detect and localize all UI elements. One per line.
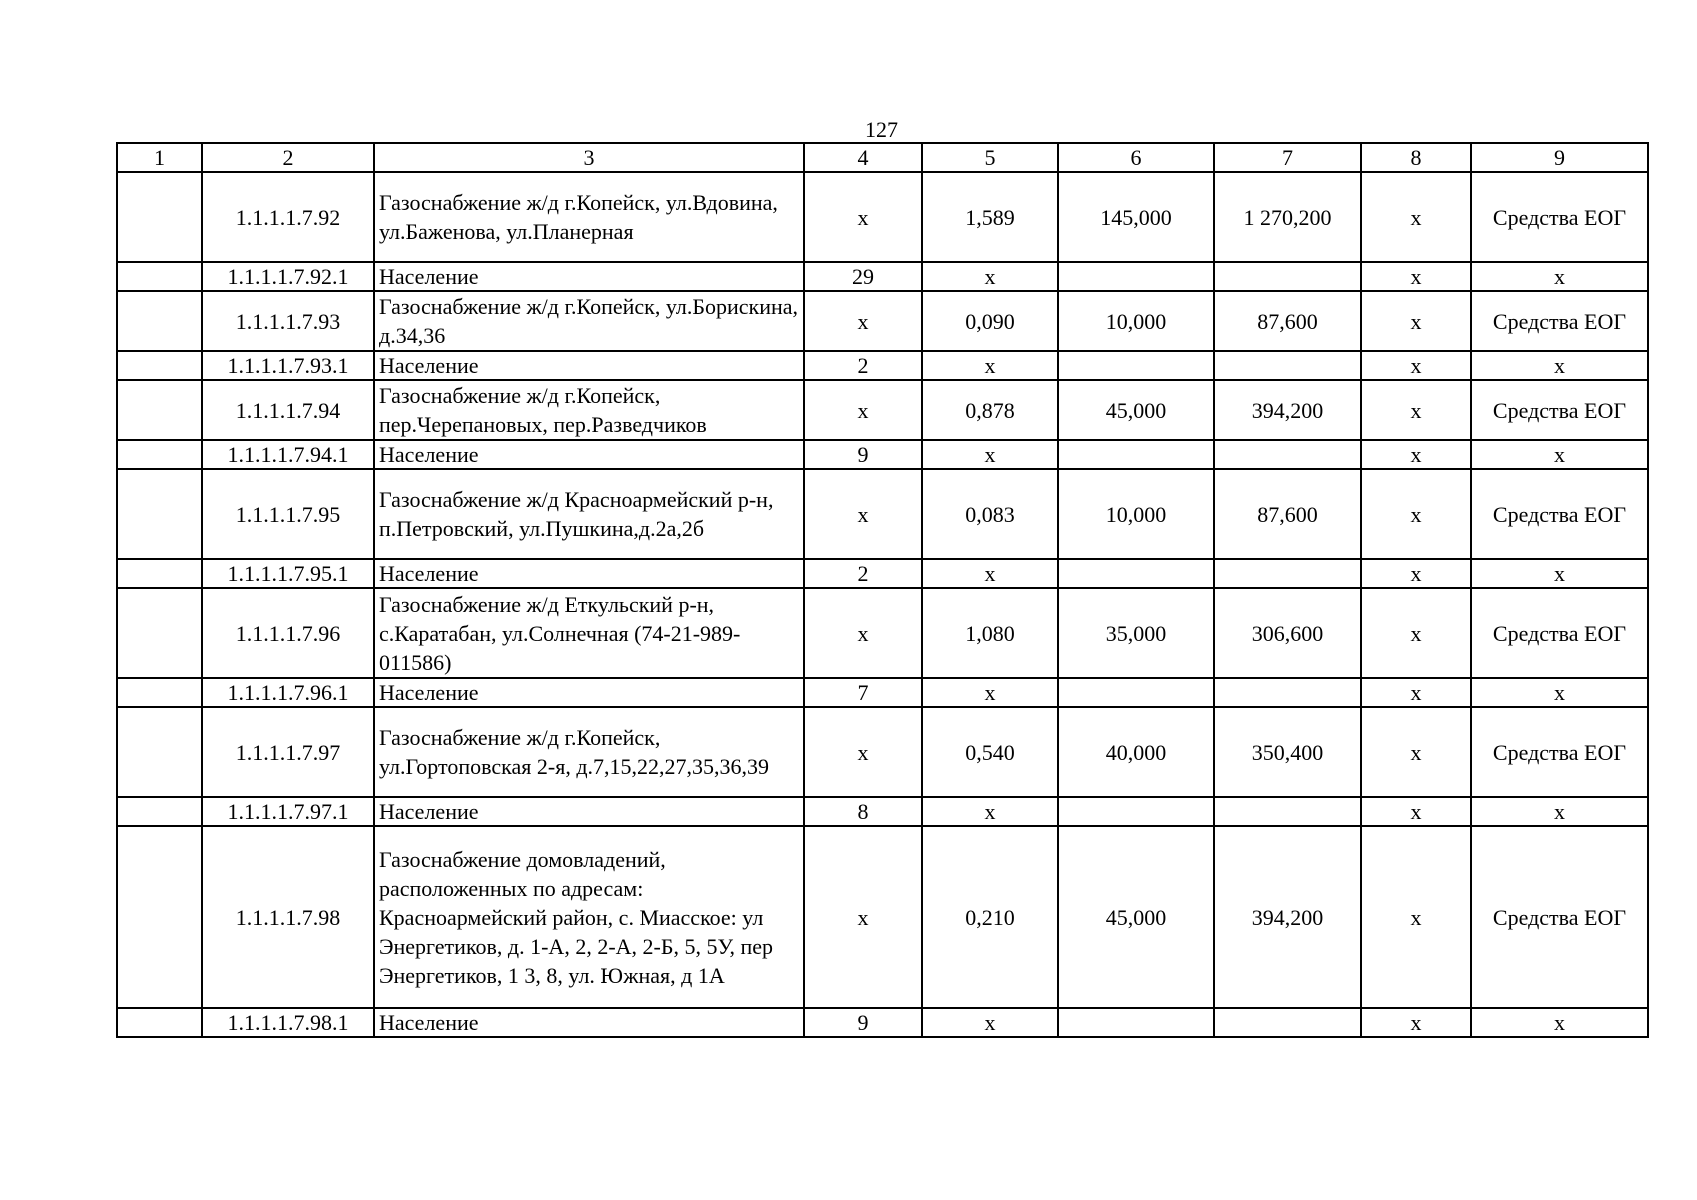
table-cell-col-4: x bbox=[804, 826, 922, 1008]
table-cell-col-4: 9 bbox=[804, 440, 922, 469]
table-cell-col-6 bbox=[1058, 440, 1214, 469]
table-cell-col-9: x bbox=[1471, 797, 1648, 826]
table-cell-col-9: Средства ЕОГ bbox=[1471, 291, 1648, 351]
table-cell-col-7: 1 270,200 bbox=[1214, 172, 1361, 262]
table-cell-col-5: 1,080 bbox=[922, 588, 1058, 678]
table-cell-col-5: x bbox=[922, 351, 1058, 380]
table-cell-col-7 bbox=[1214, 1008, 1361, 1037]
table-cell-col-4: 2 bbox=[804, 351, 922, 380]
table-cell-col-6: 45,000 bbox=[1058, 826, 1214, 1008]
table-cell-col-8: x bbox=[1361, 707, 1471, 797]
table-cell-col-4: 8 bbox=[804, 797, 922, 826]
table-cell-col-3: Население bbox=[374, 440, 804, 469]
table-row-population bbox=[117, 797, 1648, 826]
table-cell-col-9: Средства ЕОГ bbox=[1471, 588, 1648, 678]
table-cell-col-9: x bbox=[1471, 678, 1648, 707]
table-cell-col-2: 1.1.1.1.7.92.1 bbox=[202, 262, 374, 291]
table-cell-col-5: x bbox=[922, 262, 1058, 291]
table-cell-col-7: 87,600 bbox=[1214, 291, 1361, 351]
header-cell: 5 bbox=[922, 143, 1058, 172]
table-cell-col-8: x bbox=[1361, 588, 1471, 678]
table-cell-col-5: 0,210 bbox=[922, 826, 1058, 1008]
table-cell-col-8: x bbox=[1361, 826, 1471, 1008]
table-cell-col-3: Население bbox=[374, 351, 804, 380]
table-cell-col-9: Средства ЕОГ bbox=[1471, 469, 1648, 559]
table-cell-col-1 bbox=[117, 380, 202, 440]
table-cell-col-9: Средства ЕОГ bbox=[1471, 826, 1648, 1008]
header-cell: 6 bbox=[1058, 143, 1214, 172]
table-cell-col-9: x bbox=[1471, 262, 1648, 291]
table-cell-col-1 bbox=[117, 826, 202, 1008]
table-cell-col-2: 1.1.1.1.7.97 bbox=[202, 707, 374, 797]
table-row-population bbox=[117, 351, 1648, 380]
table-cell-col-4: 29 bbox=[804, 262, 922, 291]
table-cell-col-1 bbox=[117, 588, 202, 678]
header-cell: 2 bbox=[202, 143, 374, 172]
table-cell-col-7: 350,400 bbox=[1214, 707, 1361, 797]
table-cell-col-8: x bbox=[1361, 291, 1471, 351]
table-cell-col-7: 87,600 bbox=[1214, 469, 1361, 559]
table-cell-col-7: 394,200 bbox=[1214, 826, 1361, 1008]
header-row bbox=[117, 143, 1648, 172]
table-cell-col-1 bbox=[117, 1008, 202, 1037]
table-cell-col-8: x bbox=[1361, 559, 1471, 588]
table-cell-col-9: x bbox=[1471, 440, 1648, 469]
table-cell-col-7: 394,200 bbox=[1214, 380, 1361, 440]
table-cell-col-9: Средства ЕОГ bbox=[1471, 707, 1648, 797]
table-cell-col-9: Средства ЕОГ bbox=[1471, 380, 1648, 440]
table-cell-col-6: 10,000 bbox=[1058, 291, 1214, 351]
table-row-item bbox=[117, 707, 1648, 797]
header-cell: 3 bbox=[374, 143, 804, 172]
data-table bbox=[116, 142, 1649, 1038]
table-cell-col-9: x bbox=[1471, 559, 1648, 588]
table-cell-col-5: x bbox=[922, 1008, 1058, 1037]
table-cell-col-3: Газоснабжение ж/д Красноармейский р-н, п.Петровский, ул.Пушкина,д.2а,2б bbox=[374, 469, 804, 559]
table-cell-col-7 bbox=[1214, 678, 1361, 707]
table-cell-col-5: 0,083 bbox=[922, 469, 1058, 559]
table-cell-col-8: x bbox=[1361, 172, 1471, 262]
table-cell-col-8: x bbox=[1361, 797, 1471, 826]
table-row-item bbox=[117, 469, 1648, 559]
table-row-population bbox=[117, 559, 1648, 588]
table-cell-col-5: 0,090 bbox=[922, 291, 1058, 351]
table-cell-col-2: 1.1.1.1.7.95 bbox=[202, 469, 374, 559]
table-cell-col-6 bbox=[1058, 797, 1214, 826]
table-cell-col-3: Газоснабжение домовладений, расположенных по адресам: Красноармейский район, с. Миасское: ул Энергетиков, д. 1-А, 2, 2-А, 2-Б, 5, 5У, пер Энергетиков, 1 3, 8, ул. Южная, д 1А bbox=[374, 826, 804, 1008]
header-cell: 1 bbox=[117, 143, 202, 172]
table-cell-col-1 bbox=[117, 678, 202, 707]
table-cell-col-4: x bbox=[804, 172, 922, 262]
table-cell-col-5: 0,540 bbox=[922, 707, 1058, 797]
table-cell-col-8: x bbox=[1361, 380, 1471, 440]
table-cell-col-1 bbox=[117, 262, 202, 291]
table-row-item bbox=[117, 172, 1648, 262]
table-cell-col-6: 10,000 bbox=[1058, 469, 1214, 559]
table-cell-col-7 bbox=[1214, 262, 1361, 291]
table-cell-col-3: Газоснабжение ж/д Еткульский р-н, с.Каратабан, ул.Солнечная (74-21-989-011586) bbox=[374, 588, 804, 678]
table-cell-col-8: x bbox=[1361, 440, 1471, 469]
table-cell-col-1 bbox=[117, 797, 202, 826]
table-row-population bbox=[117, 262, 1648, 291]
table-cell-col-9: x bbox=[1471, 351, 1648, 380]
table-cell-col-1 bbox=[117, 172, 202, 262]
table-cell-col-6 bbox=[1058, 559, 1214, 588]
table-cell-col-1 bbox=[117, 469, 202, 559]
table-cell-col-2: 1.1.1.1.7.97.1 bbox=[202, 797, 374, 826]
table-cell-col-1 bbox=[117, 351, 202, 380]
table-cell-col-5: x bbox=[922, 678, 1058, 707]
table-cell-col-2: 1.1.1.1.7.96.1 bbox=[202, 678, 374, 707]
table-cell-col-7 bbox=[1214, 351, 1361, 380]
table-cell-col-4: x bbox=[804, 707, 922, 797]
table-body bbox=[117, 143, 1648, 1037]
header-cell: 4 bbox=[804, 143, 922, 172]
table-cell-col-3: Население bbox=[374, 1008, 804, 1037]
table-cell-col-4: 9 bbox=[804, 1008, 922, 1037]
table-row-item bbox=[117, 291, 1648, 351]
header-cell: 8 bbox=[1361, 143, 1471, 172]
table-cell-col-2: 1.1.1.1.7.94 bbox=[202, 380, 374, 440]
table-cell-col-6 bbox=[1058, 1008, 1214, 1037]
table-cell-col-3: Газоснабжение ж/д г.Копейск, пер.Черепановых, пер.Разведчиков bbox=[374, 380, 804, 440]
table-cell-col-8: x bbox=[1361, 1008, 1471, 1037]
table-cell-col-6 bbox=[1058, 351, 1214, 380]
table-row-item bbox=[117, 380, 1648, 440]
table-cell-col-9: Средства ЕОГ bbox=[1471, 172, 1648, 262]
table-cell-col-4: x bbox=[804, 380, 922, 440]
table-cell-col-6: 145,000 bbox=[1058, 172, 1214, 262]
table-cell-col-8: x bbox=[1361, 262, 1471, 291]
table-cell-col-4: 7 bbox=[804, 678, 922, 707]
table-cell-col-3: Население bbox=[374, 262, 804, 291]
table-row-item bbox=[117, 588, 1648, 678]
table-row-population bbox=[117, 678, 1648, 707]
table-cell-col-7 bbox=[1214, 440, 1361, 469]
table-cell-col-5: x bbox=[922, 559, 1058, 588]
table-cell-col-5: x bbox=[922, 440, 1058, 469]
table-cell-col-6: 45,000 bbox=[1058, 380, 1214, 440]
table-cell-col-4: x bbox=[804, 291, 922, 351]
header-cell: 9 bbox=[1471, 143, 1648, 172]
table-cell-col-3: Население bbox=[374, 559, 804, 588]
table-cell-col-2: 1.1.1.1.7.95.1 bbox=[202, 559, 374, 588]
table-cell-col-2: 1.1.1.1.7.93.1 bbox=[202, 351, 374, 380]
table-cell-col-6: 40,000 bbox=[1058, 707, 1214, 797]
table-cell-col-2: 1.1.1.1.7.92 bbox=[202, 172, 374, 262]
table-cell-col-3: Газоснабжение ж/д г.Копейск, ул.Борискина, д.34,36 bbox=[374, 291, 804, 351]
table-cell-col-7: 306,600 bbox=[1214, 588, 1361, 678]
table-cell-col-9: x bbox=[1471, 1008, 1648, 1037]
table-cell-col-4: x bbox=[804, 588, 922, 678]
table-cell-col-2: 1.1.1.1.7.98.1 bbox=[202, 1008, 374, 1037]
table-cell-col-6: 35,000 bbox=[1058, 588, 1214, 678]
table-cell-col-5: 0,878 bbox=[922, 380, 1058, 440]
table-cell-col-1 bbox=[117, 291, 202, 351]
table-cell-col-1 bbox=[117, 440, 202, 469]
table-cell-col-3: Газоснабжение ж/д г.Копейск, ул.Гортоповская 2-я, д.7,15,22,27,35,36,39 bbox=[374, 707, 804, 797]
table-cell-col-1 bbox=[117, 559, 202, 588]
table-cell-col-8: x bbox=[1361, 678, 1471, 707]
table-cell-col-3: Население bbox=[374, 797, 804, 826]
table-cell-col-5: 1,589 bbox=[922, 172, 1058, 262]
table-cell-col-2: 1.1.1.1.7.98 bbox=[202, 826, 374, 1008]
table-row-population bbox=[117, 1008, 1648, 1037]
table-cell-col-5: x bbox=[922, 797, 1058, 826]
table-cell-col-2: 1.1.1.1.7.93 bbox=[202, 291, 374, 351]
table-cell-col-1 bbox=[117, 707, 202, 797]
table-cell-col-7 bbox=[1214, 559, 1361, 588]
page-number: 127 bbox=[865, 117, 898, 142]
table-cell-col-6 bbox=[1058, 262, 1214, 291]
table-cell-col-4: x bbox=[804, 469, 922, 559]
table-cell-col-2: 1.1.1.1.7.94.1 bbox=[202, 440, 374, 469]
header-cell: 7 bbox=[1214, 143, 1361, 172]
table-cell-col-8: x bbox=[1361, 351, 1471, 380]
table-row-population bbox=[117, 440, 1648, 469]
table-cell-col-4: 2 bbox=[804, 559, 922, 588]
table-cell-col-3: Газоснабжение ж/д г.Копейск, ул.Вдовина, ул.Баженова, ул.Планерная bbox=[374, 172, 804, 262]
table-cell-col-7 bbox=[1214, 797, 1361, 826]
table-cell-col-3: Население bbox=[374, 678, 804, 707]
table-cell-col-8: x bbox=[1361, 469, 1471, 559]
table-cell-col-2: 1.1.1.1.7.96 bbox=[202, 588, 374, 678]
table-cell-col-6 bbox=[1058, 678, 1214, 707]
table-row-item bbox=[117, 826, 1648, 1008]
